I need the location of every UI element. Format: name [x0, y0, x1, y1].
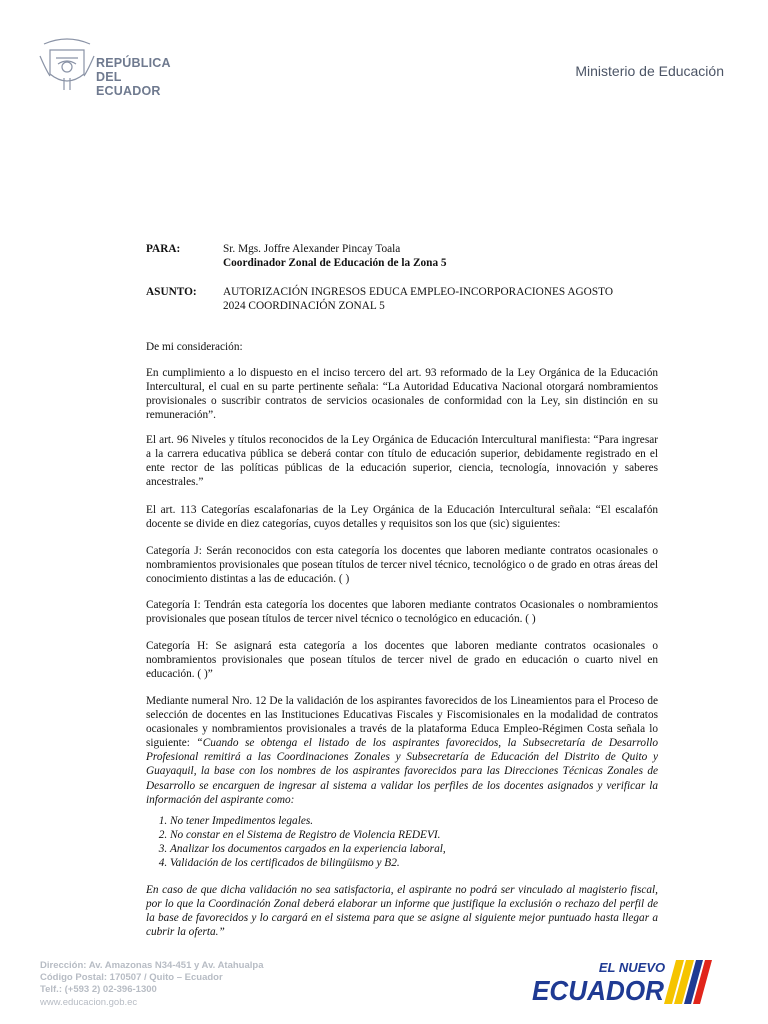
logo-main-text: ECUADOR — [532, 975, 665, 1006]
footer-contact — [40, 960, 264, 1009]
to-name: Sr. Mgs. Joffre Alexander Pincay Toala — [223, 243, 401, 255]
footer-address: Dirección: Av. Amazonas N34-451 y Av. Atahualpa — [40, 960, 264, 971]
subject-line-2: 2024 COORDINACIÓN ZONAL 5 — [223, 300, 385, 313]
to-label: PARA: — [146, 243, 181, 255]
list-item: 4. Validación de los certificados de bilingüismo y B2. — [170, 856, 682, 870]
paragraph-3: El art. 113 Categorías escalafonarias de la Ley Orgánica de la Educación Intercultural señala: “El escalafón docente se divide en diez categorías, cuyos detalles y requisitos son los que (sic) siguientes: — [146, 504, 658, 531]
list-item: 1. No tener Impedimentos legales. — [170, 814, 682, 828]
paragraph-6: Categoría H: Se asignará esta categoría a los docentes que laboren mediante contratos ocasionales o nombramientos provisionales que posean títulos de tercer nivel de grado en educación o cuarto nivel en educación. ( )” — [146, 640, 658, 681]
paragraph-1: En cumplimiento a lo dispuesto en el inciso tercero del art. 93 reformado de la Ley Orgánica de la Educación Intercultural, el cual en su parte pertinente señala: “La Autoridad Educativa Nacional otorgará nombramientos provisionales o suscribir contratos de servicios ocasionales de conformidad con la Ley, sin distinción en su remuneración”. — [146, 367, 658, 422]
logo-top-text: EL NUEVO — [598, 960, 666, 975]
paragraph-2: El art. 96 Niveles y títulos reconocidos de la Ley Orgánica de Educación Intercultural manifiesta: “Para ingresar a la carrera educativa pública se deberá contar con título de educación superior, debidamente registrado en el ente rector de las políticas públicas de la educación superior, ciencia, tecnología, innovación y saberes ancestrales.” — [146, 434, 658, 489]
validation-list — [146, 814, 682, 870]
footer-website: www.educacion.gob.ec — [40, 996, 138, 1008]
footer-phone: Telf.: (+593 2) 02-396-1300 — [40, 984, 157, 996]
paragraph-7 — [146, 694, 658, 807]
coat-of-arms-icon — [36, 36, 98, 92]
subject-label: ASUNTO: — [146, 286, 197, 298]
paragraph-8: En caso de que dicha validación no sea satisfactoria, el aspirante no podrá ser vinculado al magisterio fiscal, por lo que la Coordinación Zonal deberá elaborar un informe que justifique la exclusión o rechazo del perfil de la base de favorecidos y lo cargará en el sistema para que se asigne al siguiente mejor puntuado hasta llegar a cubrir la oferta.” — [146, 884, 658, 939]
country-line-2: DEL ECUADOR — [96, 70, 161, 98]
subject-row — [146, 285, 666, 315]
subject-line-1: AUTORIZACIÓN INGRESOS EDUCA EMPLEO-INCORPORACIONES AGOSTO — [223, 286, 613, 298]
paragraph-4: Categoría J: Serán reconocidos con esta categoría los docentes que laboren mediante contratos ocasionales o nombramientos provisionales que posean títulos de tercer nivel técnico, tecnológico o de grado en otras áreas del conocimiento distintas a las de educación. ( ) — [146, 545, 658, 586]
to-row — [146, 242, 666, 272]
paragraph-7-quote: “Cuando se obtenga el listado de los aspirantes favorecidos, la Subsecretaría de Desarrollo Profesional remitirá a las Coordinaciones Zonales y Subsecretaría de Educación del Distrito de Quito y Guayaquil, la base con los nombres de los aspirantes favorecidos para las Direcciones Técnicas Zonales de Desarrollo se encarguen de ingresar al sistema a validar los perfiles de los docentes asignados y verificar la información del aspirante como: — [146, 737, 658, 806]
header-left — [36, 36, 176, 98]
ministry-name: Ministerio de Educación — [575, 63, 724, 79]
country-name — [96, 56, 176, 98]
footer-postal: Código Postal: 170507 / Quito – Ecuador — [40, 972, 223, 984]
country-line-1: REPÚBLICA — [96, 56, 171, 70]
el-nuevo-ecuador-logo — [528, 956, 718, 1008]
list-item: 3. Analizar los documentos cargados en la experiencia laboral, — [170, 842, 682, 856]
list-item: 2. No constar en el Sistema de Registro de Violencia REDEVI. — [170, 828, 682, 842]
subject-value — [223, 285, 663, 313]
paragraph-7-text: Mediante numeral Nro. 12 De la validación de los aspirantes favorecidos de los Lineamientos para el Proceso de selección de docentes en las Instituciones Educativas Fiscales y Fiscomisionales en la modalidad de contratos ocasionales y nombramientos provisionales a través de la plataforma Educa Empleo-Régimen Costa señala lo siguiente: — [146, 695, 658, 750]
greeting: De mi consideración: — [146, 341, 243, 353]
to-value — [223, 242, 663, 270]
to-title: Coordinador Zonal de Educación de la Zona 5 — [223, 257, 447, 270]
paragraph-5: Categoría I: Tendrán esta categoría los docentes que laboren mediante contratos Ocasionales o nombramientos provisionales que posean títulos de tercer nivel técnico o tecnológico en educación. ( ) — [146, 599, 658, 626]
